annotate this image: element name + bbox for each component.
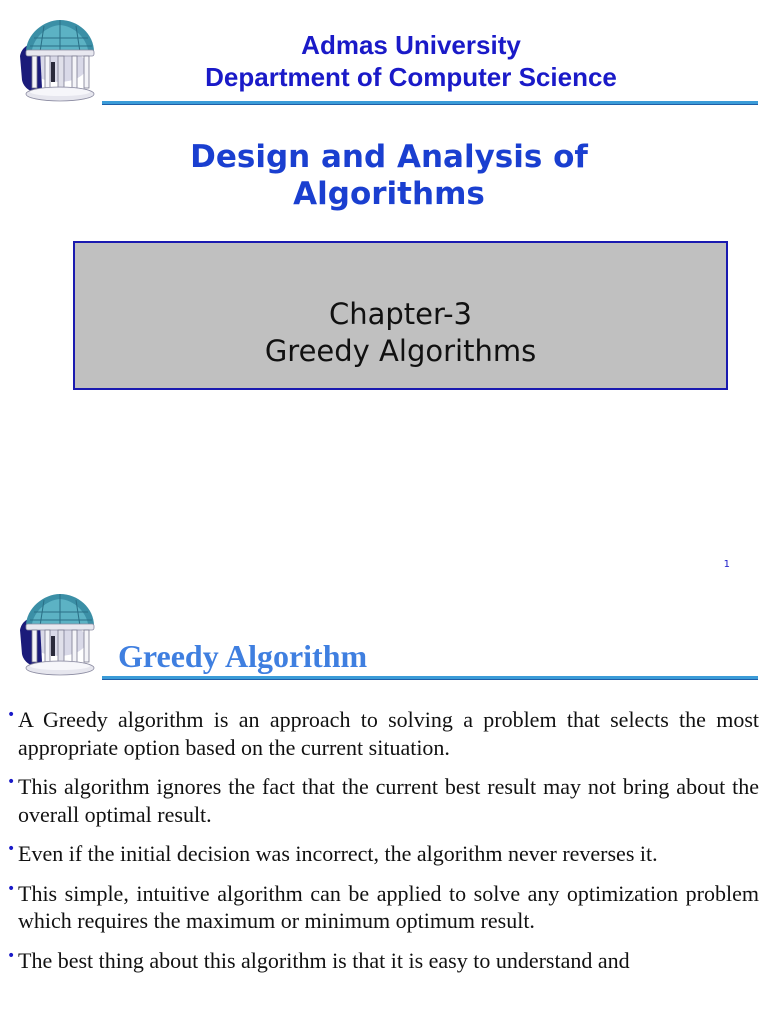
slide-2 <box>0 578 768 1024</box>
bullet-item <box>7 773 759 828</box>
bullet-text: Even if the initial decision was incorrect, the algorithm never reverses it. <box>18 841 658 866</box>
chapter-number: Chapter-3 <box>328 297 472 331</box>
header-divider <box>102 101 758 105</box>
bullet-text: This simple, intuitive algorithm can be applied to solve any optimization problem which requires the maximum or minimum optimum result. <box>18 880 759 933</box>
bullet-item <box>7 947 759 975</box>
chapter-topic: Greedy Algorithms <box>264 334 537 368</box>
course-title <box>100 139 678 213</box>
bullet-item <box>7 706 759 761</box>
bullet-icon: • <box>7 707 16 723</box>
bullet-text: The best thing about this algorithm is that it is easy to understand and <box>18 947 630 973</box>
slide-title: Greedy Algorithm <box>118 638 368 674</box>
bullet-item <box>7 880 759 935</box>
gazebo-logo-icon <box>18 590 100 678</box>
bullet-text: A Greedy algorithm is an approach to solving a problem that selects the most appropriate option based on the current situation. <box>18 707 759 760</box>
course-title-line-1: Design and Analysis of <box>190 139 588 175</box>
course-title-line-2: Algorithms <box>293 176 485 212</box>
bullet-list <box>7 706 759 986</box>
university-name: Admas University <box>301 30 521 60</box>
gazebo-logo-icon <box>18 16 100 104</box>
department-name: Department of Computer Science <box>205 62 617 92</box>
chapter-box <box>73 241 728 390</box>
page-number: 1 <box>723 559 730 570</box>
bullet-icon: • <box>7 880 16 897</box>
bullet-item <box>7 840 759 868</box>
bullet-icon: • <box>7 841 16 857</box>
bullet-icon: • <box>7 774 16 790</box>
bullet-text: This algorithm ignores the fact that the current best result may not bring about the overall optimal result. <box>18 774 759 827</box>
header-divider <box>102 676 758 680</box>
bullet-icon: • <box>7 947 16 964</box>
